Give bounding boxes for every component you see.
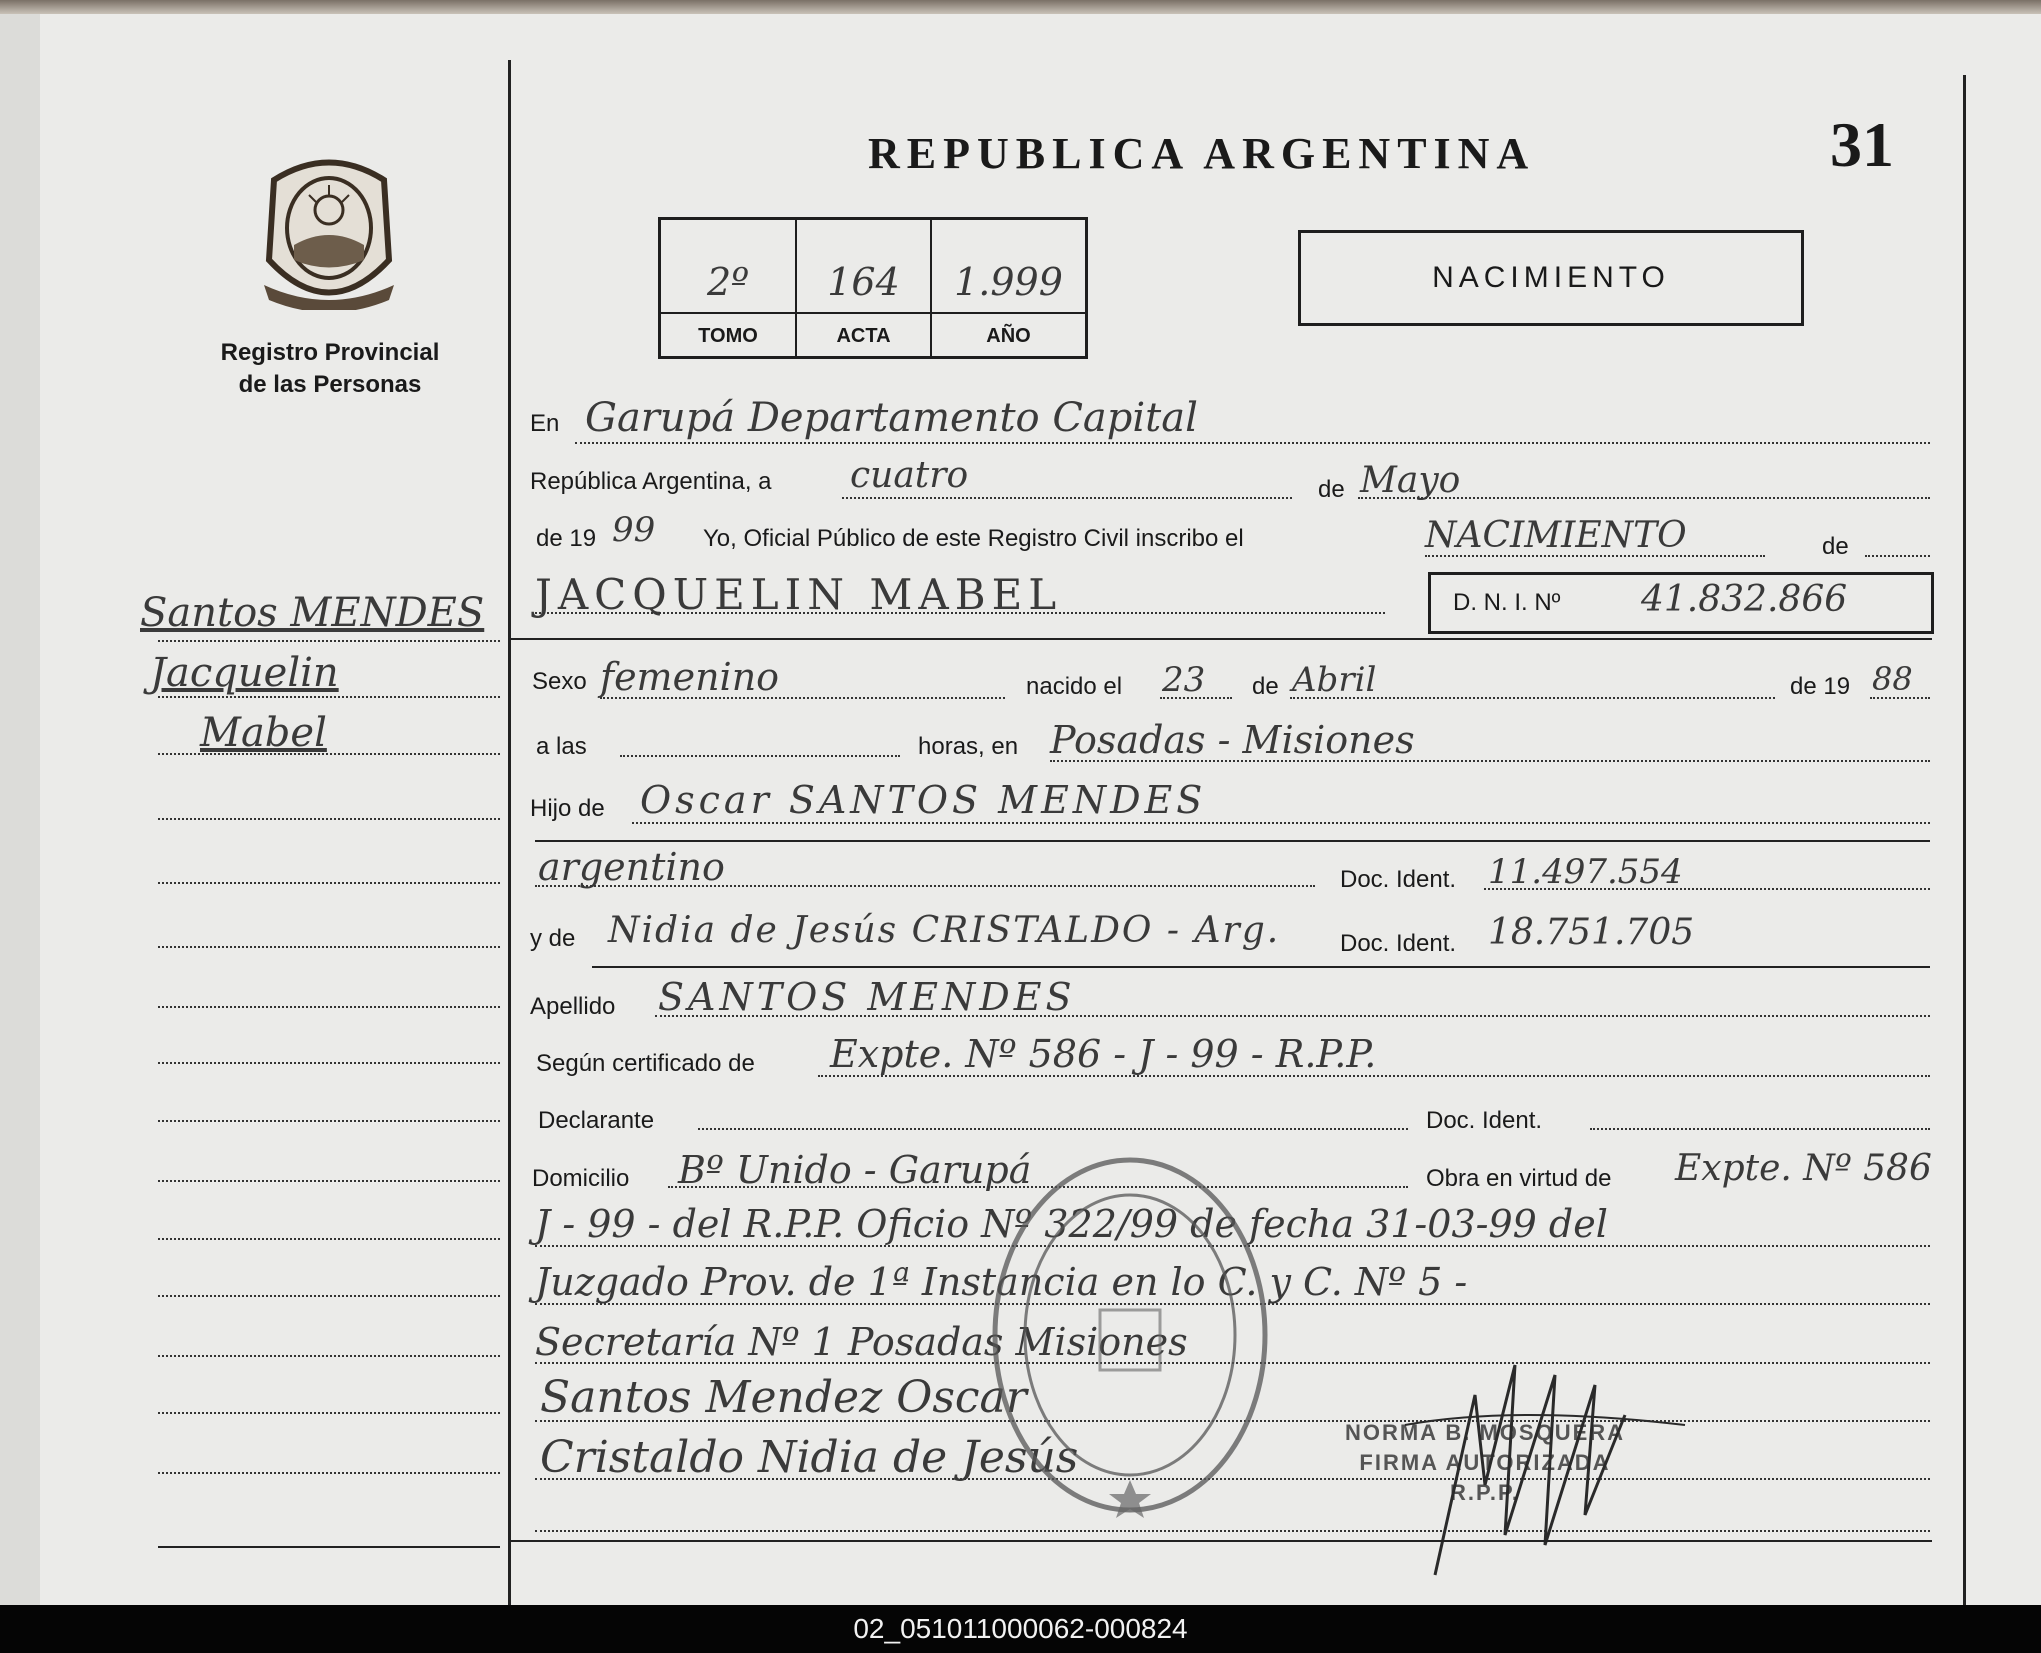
nacido-de-label: de: [1252, 673, 1279, 700]
margin-line: [158, 1062, 500, 1064]
obra-label: Obra en virtud de: [1426, 1165, 1612, 1192]
acto-de-line: [1865, 555, 1930, 557]
segun-line: [818, 1075, 1930, 1077]
en-value: Garupá Departamento Capital: [585, 395, 1198, 441]
margin-line: [158, 1355, 500, 1357]
acta-cell: [797, 220, 932, 356]
madre-rule: [592, 966, 1930, 968]
madre-doc: 18.751.705: [1488, 912, 1695, 953]
acta-value: 164: [827, 260, 900, 304]
nacido-label: nacido el: [1026, 673, 1123, 700]
alas-label: a las: [536, 733, 587, 760]
madre-doc-label: Doc. Ident.: [1340, 930, 1457, 957]
margin-line: [158, 946, 500, 948]
obs-line3: Secretaría Nº 1 Posadas Misiones: [535, 1320, 1188, 1364]
acto-de-label: de: [1822, 533, 1849, 560]
official-name: NORMA B. MOSQUERA: [1344, 1420, 1626, 1445]
acto-value: NACIMIENTO: [1425, 515, 1687, 556]
sexo-label: Sexo: [532, 668, 587, 695]
hijo-label: Hijo de: [530, 795, 605, 822]
anio-label: AÑO: [986, 325, 1031, 347]
signature-father: Santos Mendez Oscar: [540, 1372, 1027, 1423]
sig-rule3: [535, 1530, 1930, 1532]
official-role: FIRMA AUTORIZADA: [1359, 1450, 1611, 1475]
nombre-value: JACQUELIN MABEL: [535, 570, 1063, 619]
official-office: R.P.P.: [1450, 1480, 1520, 1505]
oficial-text: Yo, Oficial Público de este Registro Civil inscribo el: [703, 525, 1244, 552]
margin-line: [158, 1295, 500, 1297]
month-line: [1358, 497, 1930, 499]
nacido-anio-line: [1870, 697, 1930, 699]
day-line: [842, 497, 1292, 499]
margin-line: [158, 1120, 500, 1122]
lugar-line: [1050, 760, 1930, 762]
margin-line: [158, 640, 500, 642]
country-title: REPUBLICA ARGENTINA: [868, 129, 1536, 178]
padre-doc-label: Doc. Ident.: [1340, 866, 1457, 893]
margin-line: [158, 818, 500, 820]
margin-line: [158, 1472, 500, 1474]
nacido-anio: 88: [1872, 660, 1913, 698]
dni-box: [1428, 572, 1934, 634]
nacido-mes-line: [1290, 697, 1775, 699]
right-border: [1963, 75, 1966, 1605]
registry-name-line2: de las Personas: [238, 371, 422, 398]
yde-label: y de: [530, 925, 576, 952]
margin-surname: Santos MENDES: [140, 590, 485, 636]
horas-label: horas, en: [918, 733, 1019, 760]
provincial-seal-icon: [254, 150, 404, 310]
anio-value: 1.999: [954, 260, 1063, 304]
madre-value: Nidia de Jesús CRISTALDO - Arg.: [608, 910, 1281, 951]
dni-value: 41.832.866: [1641, 579, 1848, 620]
sexo-value: femenino: [600, 655, 780, 699]
apellido-label: Apellido: [530, 993, 616, 1020]
nacido-dia: 23: [1162, 660, 1206, 700]
apellido-value: SANTOS MENDES: [658, 975, 1076, 1019]
registry-round-stamp: [985, 1150, 1275, 1520]
padre-nac-line: [535, 885, 1315, 887]
domicilio-label: Domicilio: [532, 1165, 630, 1192]
year-value: 99: [612, 510, 656, 550]
day-value: cuatro: [850, 455, 969, 496]
nacido-year-label: de 19: [1790, 673, 1851, 700]
padre-value: Oscar SANTOS MENDES: [640, 778, 1207, 822]
margin-line: [158, 753, 500, 755]
declarante-doc-label: Doc. Ident.: [1426, 1107, 1543, 1134]
official-signature: [1395, 1335, 1705, 1585]
form-bottom-rule: [510, 1540, 1932, 1542]
page-number: 31: [1830, 109, 1894, 180]
anio-cell: [932, 220, 1085, 356]
tomo-label: TOMO: [698, 325, 758, 347]
month-de-label: de: [1318, 476, 1345, 503]
declarante-line: [698, 1128, 1408, 1130]
record-type-box: NACIMIENTO: [1298, 230, 1804, 326]
book-edge: [0, 0, 2041, 14]
alas-line: [620, 755, 900, 757]
margin-line: [158, 1180, 500, 1182]
registry-name-line1: Registro Provincial: [220, 339, 440, 366]
padre-doc-line: [1484, 888, 1930, 890]
dni-label: D. N. I. Nº: [1453, 589, 1561, 616]
register-box: [658, 217, 1088, 359]
margin-line: [158, 882, 500, 884]
registry-name: [180, 337, 480, 401]
sexo-line: [600, 697, 1005, 699]
year-label: de 19: [536, 525, 597, 552]
acta-label: ACTA: [836, 325, 891, 347]
obra-value: Expte. Nº 586: [1675, 1148, 1932, 1189]
republica-label: República Argentina, a: [530, 468, 772, 495]
column-divider: [508, 60, 511, 1605]
margin-middle-name: Mabel: [200, 710, 327, 756]
domicilio-value: Bº Unido - Garupá: [678, 1148, 1032, 1192]
lugar-value: Posadas - Misiones: [1050, 718, 1415, 762]
month-value: Mayo: [1360, 460, 1461, 501]
declarante-doc-line: [1590, 1128, 1930, 1130]
acto-line: [1425, 555, 1765, 557]
padre-doc: 11.497.554: [1488, 852, 1683, 892]
margin-line: [158, 1006, 500, 1008]
padre-nacionalidad: argentino: [538, 845, 725, 889]
nacido-dia-line: [1160, 697, 1232, 699]
nacido-mes: Abril: [1292, 660, 1377, 700]
declarante-label: Declarante: [538, 1107, 655, 1134]
left-page-edge: [0, 14, 40, 1605]
nombre-rule: [510, 638, 1932, 640]
margin-first-name: Jacquelin: [150, 650, 339, 696]
margin-line: [158, 1412, 500, 1414]
margin-line: [158, 696, 500, 698]
obs-line2: Juzgado Prov. de 1ª Instancia en lo C. y C. Nº 5 -: [535, 1260, 1468, 1304]
nombre-line: [535, 612, 1385, 614]
tomo-cell: [661, 220, 797, 356]
segun-value: Expte. Nº 586 - J - 99 - R.P.P.: [830, 1032, 1377, 1076]
padre-line: [632, 822, 1930, 824]
margin-bottom-rule: [158, 1546, 500, 1548]
padre-rule: [535, 840, 1930, 842]
obs-line1: J - 99 - del R.P.P. Oficio Nº 322/99 de fecha 31-03-99 del: [535, 1202, 1608, 1246]
apellido-line: [655, 1015, 1930, 1017]
tomo-value: 2º: [706, 260, 750, 304]
en-line: [575, 442, 1930, 444]
segun-label: Según certificado de: [536, 1050, 755, 1077]
signature-mother: Cristaldo Nidia de Jesús: [540, 1432, 1079, 1483]
margin-line: [158, 1238, 500, 1240]
image-code-footer: 02_051011000062-000824: [0, 1605, 2041, 1653]
en-label: En: [530, 410, 560, 437]
